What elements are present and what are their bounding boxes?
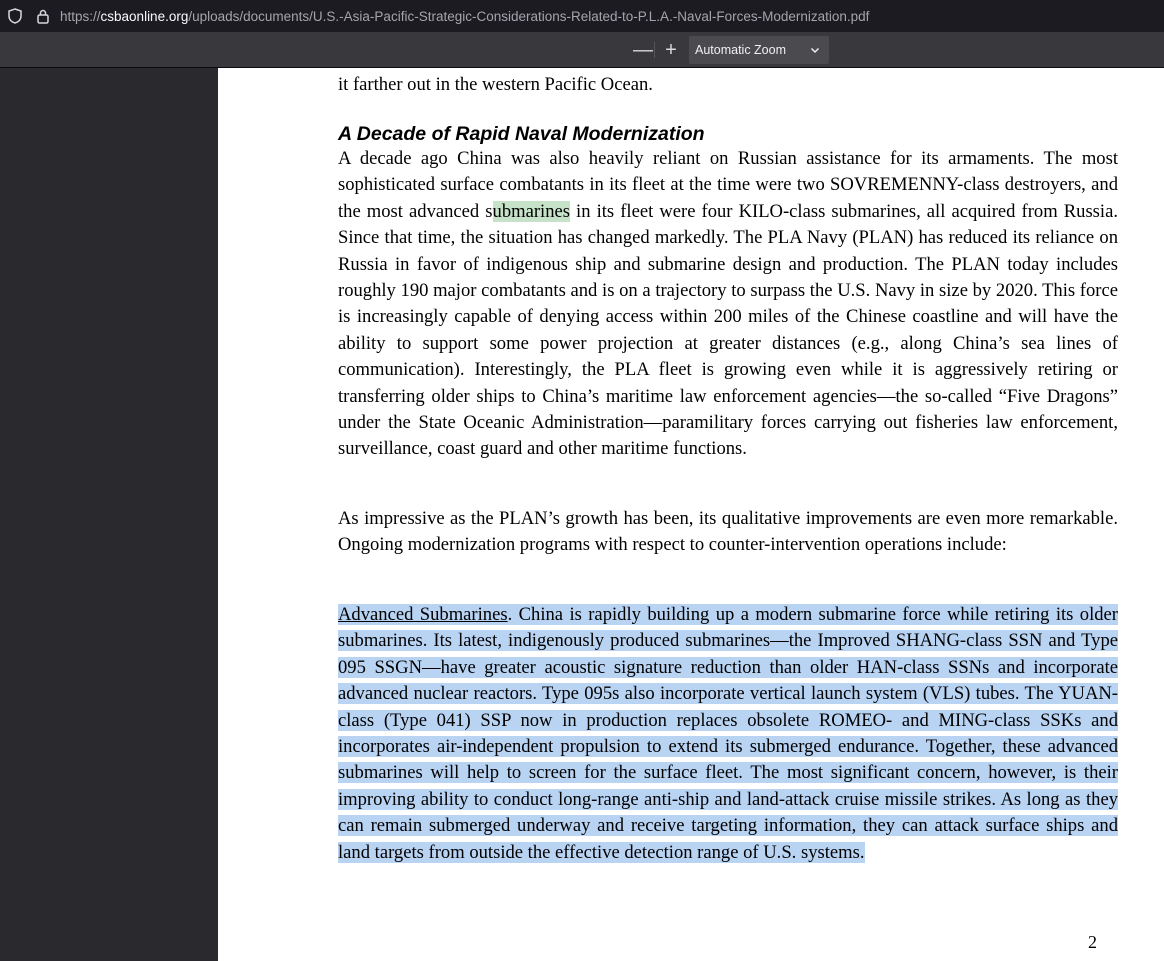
section-heading: A Decade of Rapid Naval Modernization bbox=[338, 123, 705, 145]
zoom-separator bbox=[654, 42, 655, 58]
paragraph-2: As impressive as the PLAN’s growth has been, its qualitative improvements are even more remarkable. Ongoing modernization programs with respect to counter-intervention operations include: bbox=[338, 508, 1118, 556]
paragraph-3-selected bbox=[338, 602, 1118, 866]
url-path: /uploads/documents/U.S.-Asia-Pacific-Strategic-Considerations-Related-to-P.L.A.-Naval-Forces-Modernization.pdf bbox=[188, 8, 870, 24]
search-highlight: ubmarines bbox=[492, 200, 570, 222]
lock-icon[interactable] bbox=[35, 8, 51, 24]
sidebar bbox=[0, 68, 218, 961]
pdf-page bbox=[218, 68, 1164, 961]
p3-body: . China is rapidly building up a modern submarine force while retiring its older submarines. Its latest, indigenously produced submarines—the Improved SHANG-class SSN and Type 095 SSGN—have greater acoustic signature reduction than older HAN-class SSNs and incorporate advanced nuclear reactors. Type 095s also incorporate vertical launch system (VLS) tubes. The YUAN-class (Type 041) SSP now in production replaces obsolete ROMEO- and MING-class SSKs and incorporates air-independent propulsion to extend its submerged endurance. Together, these advanced submarines will help to screen for the surface fleet. The most significant concern, however, is their improving ability to conduct long-range anti-ship and land-attack cruise missile strikes. As long as they can remain submerged underway and receive targeting information, they can attack surface ships and land targets from outside the effective detection range of U.S. systems. bbox=[338, 604, 1118, 863]
url-scheme: https:// bbox=[60, 8, 101, 24]
pdf-toolbar bbox=[0, 32, 1164, 68]
p1-after: in its fleet were four KILO-class submarines, all acquired from Russia. Since that time, the situation has changed markedly. The PLA Navy (PLAN) has reduced its reliance on Russia in favor of indigenous ship and submarine design and production. The PLAN today includes roughly 190 major combatants and is on a trajectory to surpass the U.S. Navy in size by 2020. This force is increasingly capable of denying access within 200 miles of the Chinese coastline and will have the ability to support some power projection at greater distances (e.g., along China’s sea lines of communication). Interestingly, the PLA fleet is growing even while it is aggressively retiring or transferring older ships to China’s maritime law enforcement agencies—the so-called “Five Dragons” under the State Oceanic Administration—paramilitary forces carrying out fisheries law enforcement, surveillance, coast guard and other maritime functions. bbox=[338, 200, 1118, 460]
top-partial-text bbox=[338, 68, 1118, 98]
shield-icon[interactable] bbox=[7, 8, 23, 24]
zoom-select[interactable] bbox=[689, 36, 829, 64]
url-text[interactable] bbox=[60, 9, 869, 24]
chevron-down-icon bbox=[809, 44, 821, 56]
p1-before: A decade ago China was also heavily reliant on Russian assistance for its armaments. The most sophisticated surface combatants in its fleet at the time were two SOVREMENNY-class destroyers, and the most advanced s bbox=[338, 148, 1118, 222]
cut-off-line bbox=[338, 68, 1118, 72]
paragraph-1 bbox=[338, 146, 1118, 463]
zoom-in-button[interactable]: + bbox=[665, 39, 677, 61]
p3-lead: Advanced Submarines bbox=[338, 604, 508, 625]
top-line: it farther out in the western Pacific Ocean. bbox=[338, 74, 653, 95]
url-host: csbaonline.org bbox=[100, 8, 189, 24]
page-number: 2 bbox=[1088, 932, 1097, 952]
address-bar[interactable] bbox=[0, 0, 1164, 32]
zoom-out-button[interactable]: — bbox=[633, 39, 653, 61]
zoom-select-value: Automatic Zoom bbox=[695, 43, 787, 57]
